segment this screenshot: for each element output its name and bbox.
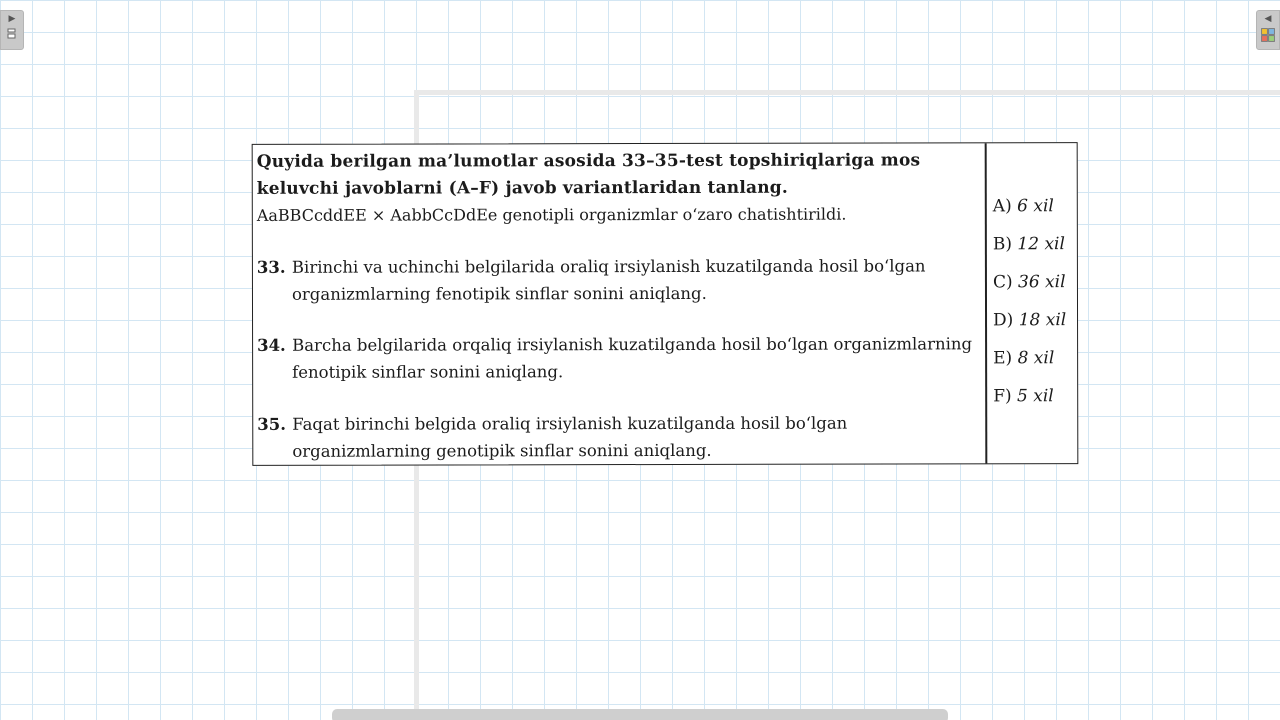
question-card[interactable]: [252, 142, 1079, 466]
column-divider: [985, 143, 987, 463]
option-letter: A): [992, 196, 1012, 217]
question-33: [257, 252, 979, 308]
question-number: 35.: [257, 414, 286, 434]
questions-column: [256, 146, 979, 461]
question-number: 33.: [256, 257, 286, 277]
option-letter: C): [992, 272, 1013, 293]
question-35: [257, 409, 979, 465]
question-number: 34.: [257, 335, 286, 355]
option-letter: B): [992, 234, 1013, 255]
option-value: 5 xil: [1017, 386, 1054, 407]
question-text: Faqat birinchi belgida oraliq irsiylanish kuzatilganda hosil bo‘lgan organizmlarning genotipik sinflar sonini aniqlang.: [292, 413, 848, 461]
option-d: [993, 306, 1073, 344]
option-a: [993, 192, 1073, 230]
option-letter: F): [993, 386, 1012, 407]
option-letter: D): [993, 310, 1014, 331]
horizontal-scrollbar[interactable]: [332, 709, 948, 720]
intro-line-1: Quyida berilgan ma’lumotlar asosida 33–35-test topshiriqlariga mos: [256, 150, 921, 172]
option-c: [993, 268, 1073, 306]
arrow-left-icon: ◀: [1264, 14, 1272, 24]
option-value: 6 xil: [1017, 196, 1054, 217]
option-letter: E): [993, 348, 1013, 369]
option-value: 12 xil: [1017, 234, 1065, 255]
option-value: 36 xil: [1017, 272, 1066, 293]
arrow-right-icon: ▶: [8, 14, 16, 24]
option-e: [993, 344, 1073, 382]
left-panel-tab[interactable]: [0, 10, 24, 50]
cross-statement: AaBBCcddEE × AabbCcDdEe genotipli organizmlar o‘zaro chatishtirildi.: [256, 204, 847, 225]
option-f: [993, 382, 1073, 420]
question-34: [257, 330, 979, 386]
gallery-icon: [1261, 28, 1275, 42]
answer-options-column: [993, 192, 1073, 420]
option-b: [993, 230, 1073, 268]
option-value: 18 xil: [1018, 310, 1067, 331]
question-text: Barcha belgilarida orqaliq irsiylanish kuzatilganda hosil bo‘lgan organizmlarning fenotipik sinflar sonini aniqlang.: [292, 334, 973, 382]
option-value: 8 xil: [1017, 348, 1055, 369]
right-panel-tab[interactable]: [1256, 10, 1280, 50]
intro-line-2: keluvchi javoblarni (A–F) javob variantlaridan tanlang.: [256, 177, 789, 199]
question-text: Birinchi va uchinchi belgilarida oraliq irsiylanish kuzatilganda hosil bo‘lgan organizmlarning fenotipik sinflar sonini aniqlang.: [291, 256, 926, 304]
page-list-icon: [7, 28, 17, 40]
